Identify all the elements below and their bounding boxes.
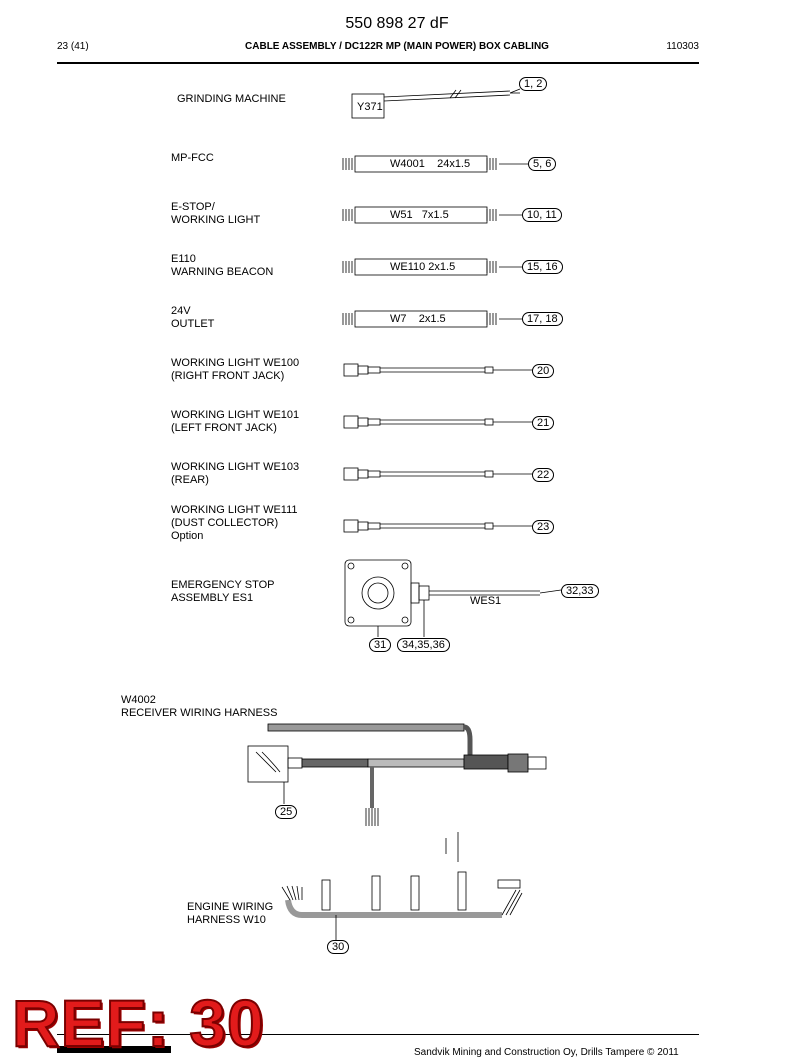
callout-22: 22 bbox=[532, 468, 554, 482]
label-estop-working-light: E-STOP/ WORKING LIGHT bbox=[171, 201, 261, 226]
callout-20: 20 bbox=[532, 364, 554, 378]
cable-label-w51: W51 7x1.5 bbox=[390, 209, 449, 221]
label-receiver-harness: W4002 RECEIVER WIRING HARNESS bbox=[121, 694, 278, 719]
callout-1-2: 1, 2 bbox=[519, 77, 547, 91]
callout-17-18: 17, 18 bbox=[522, 312, 563, 326]
doc-date: 110303 bbox=[666, 41, 699, 52]
callout-25: 25 bbox=[275, 805, 297, 819]
callout-31: 31 bbox=[369, 638, 391, 652]
emergency-stop-assembly bbox=[345, 560, 561, 637]
label-warning-beacon: E110 WARNING BEACON bbox=[171, 253, 274, 278]
callout-15-16: 15, 16 bbox=[522, 260, 563, 274]
cable-label-we110: WE110 2x1.5 bbox=[390, 261, 456, 273]
label-working-light-we100: WORKING LIGHT WE100 (RIGHT FRONT JACK) bbox=[171, 357, 300, 382]
label-engine-harness: ENGINE WIRING HARNESS W10 bbox=[187, 901, 274, 926]
callout-5-6: 5, 6 bbox=[528, 157, 556, 171]
working-light-cable-we111 bbox=[344, 520, 533, 532]
document-number: 550 898 27 dF bbox=[345, 15, 449, 32]
callout-32-33: 32,33 bbox=[561, 584, 599, 598]
working-light-cable-we101 bbox=[344, 416, 533, 428]
label-emergency-stop: EMERGENCY STOP ASSEMBLY ES1 bbox=[171, 579, 275, 604]
callout-34-35-36: 34,35,36 bbox=[397, 638, 450, 652]
working-light-cable-we100 bbox=[344, 364, 533, 376]
label-grinding-machine: GRINDING MACHINE bbox=[177, 93, 286, 105]
label-working-light-we101: WORKING LIGHT WE101 (LEFT FRONT JACK) bbox=[171, 409, 300, 434]
callout-23: 23 bbox=[532, 520, 554, 534]
page-title: CABLE ASSEMBLY / DC122R MP (MAIN POWER) BOX CABLING bbox=[245, 41, 549, 52]
callout-30: 30 bbox=[327, 940, 349, 954]
engine-wiring-harness bbox=[282, 832, 522, 940]
label-working-light-we103: WORKING LIGHT WE103 (REAR) bbox=[171, 461, 300, 486]
footer-copyright: Sandvik Mining and Construction Oy, Drills Tampere © 2011 bbox=[414, 1047, 679, 1058]
ref-stamp: REF: 30 bbox=[12, 986, 265, 1060]
page-number: 23 (41) bbox=[57, 41, 89, 52]
label-mp-fcc: MP-FCC bbox=[171, 152, 214, 164]
label-24v-outlet: 24V OUTLET bbox=[171, 305, 215, 330]
cable-label-wes1: WES1 bbox=[470, 595, 502, 607]
callout-10-11: 10, 11 bbox=[522, 208, 562, 222]
working-light-cable-we103 bbox=[344, 468, 533, 480]
callout-21: 21 bbox=[532, 416, 554, 430]
label-working-light-we111: WORKING LIGHT WE111 (DUST COLLECTOR) Option bbox=[171, 504, 298, 542]
cable-label-y371: Y371 bbox=[357, 101, 383, 113]
cable-label-w7: W7 2x1.5 bbox=[390, 313, 446, 325]
cable-label-w4001: W4001 24x1.5 bbox=[390, 158, 471, 170]
